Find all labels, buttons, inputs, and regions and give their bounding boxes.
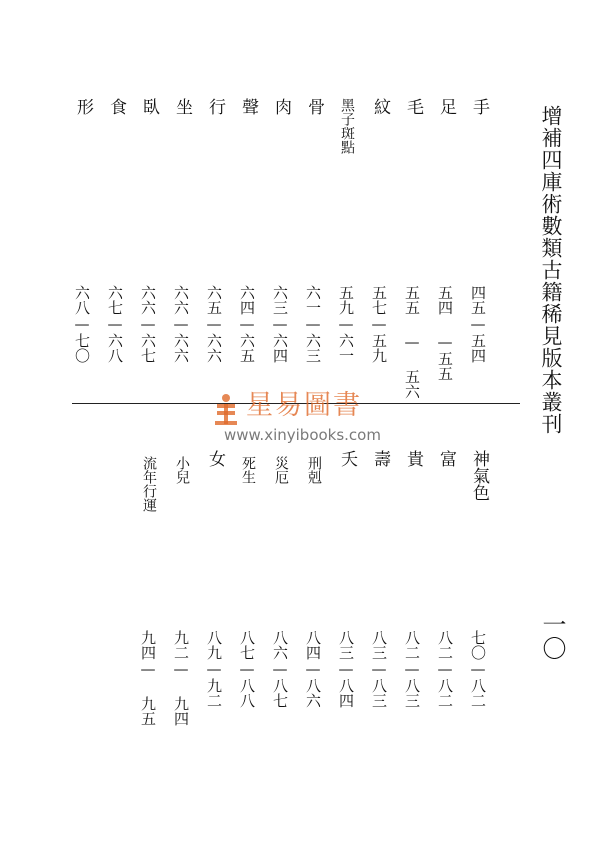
toc-entry-pages: 六七—六八 [106,285,124,363]
toc-entry-pages: 八三—八四 [337,630,355,708]
watermark-name: 星易圖書 [246,390,362,421]
toc-entry-pages: 八四—八六 [304,630,322,708]
toc-entry-label: 災厄 [273,456,289,484]
toc-entry-pages: 六四—六五 [238,285,256,363]
toc-entry-pages: 六三—六四 [271,285,289,363]
toc-entry-pages: 四五—五四 [469,285,487,363]
toc-entry-label: 食 [106,98,126,115]
toc-entry-pages: 六六—六六 [172,285,190,363]
toc-entry-label: 臥 [139,98,159,115]
toc-entry-pages: 八二—八三 [403,630,421,708]
toc-entry-label: 女 [205,450,225,467]
toc-entry-label: 骨 [304,98,324,115]
toc-entry-label: 富 [436,450,456,467]
toc-entry-pages: 九四— 九五 [139,630,157,726]
toc-entry-label: 足 [436,98,456,115]
toc-entry-label: 神氣色 [469,450,489,501]
toc-entry-pages: 八九—九二 [205,630,223,708]
toc-entry-pages: 八七—八八 [238,630,256,708]
toc-entry-label: 壽 [370,450,390,467]
toc-entry-label: 肉 [271,98,291,115]
toc-entry-label: 手 [469,98,489,115]
toc-entry-pages: 六六—六七 [139,285,157,363]
toc-entry-label: 夭 [337,450,357,467]
toc-entry-label: 紋 [370,98,390,115]
watermark-url: www.xinyibooks.com [224,426,381,444]
toc-entry-pages: 九二— 九四 [172,630,190,726]
toc-entry-pages: 八二—八二 [436,630,454,708]
toc-entry-pages: 五四 —五五 [436,285,454,381]
toc-entry-pages: 八三—八三 [370,630,388,708]
toc-entry-pages: 八六—八七 [271,630,289,708]
toc-entry-label: 行 [205,98,225,115]
toc-entry-label: 聲 [238,98,258,115]
series-title: 增補四庫術數類古籍稀見版本叢刊 [539,105,563,435]
toc-entry-pages: 五七—五九 [370,285,388,363]
toc-entry-label: 流年行運 [141,456,157,512]
toc-entry-label: 形 [73,98,93,115]
toc-entry-label: 死生 [240,456,256,484]
toc-entry-pages: 六一—六三 [304,285,322,363]
toc-entry-label: 刑剋 [306,456,322,484]
toc-entry-label: 黑子斑點 [339,98,355,154]
toc-entry-pages: 七〇—八二 [469,630,487,708]
publisher-logo-icon [212,392,240,428]
toc-entry-pages: 六五—六六 [205,285,223,363]
page-number: 一〇 [538,612,566,660]
toc-entry-pages: 六八—七〇 [73,285,91,363]
toc-entry-label: 貴 [403,450,423,467]
toc-entry-pages: 五五 — 五六 [403,285,421,399]
toc-entry-pages: 五九—六一 [337,285,355,363]
toc-entry-label: 坐 [172,98,192,115]
toc-entry-label: 毛 [403,98,423,115]
toc-entry-label: 小兒 [174,456,190,484]
